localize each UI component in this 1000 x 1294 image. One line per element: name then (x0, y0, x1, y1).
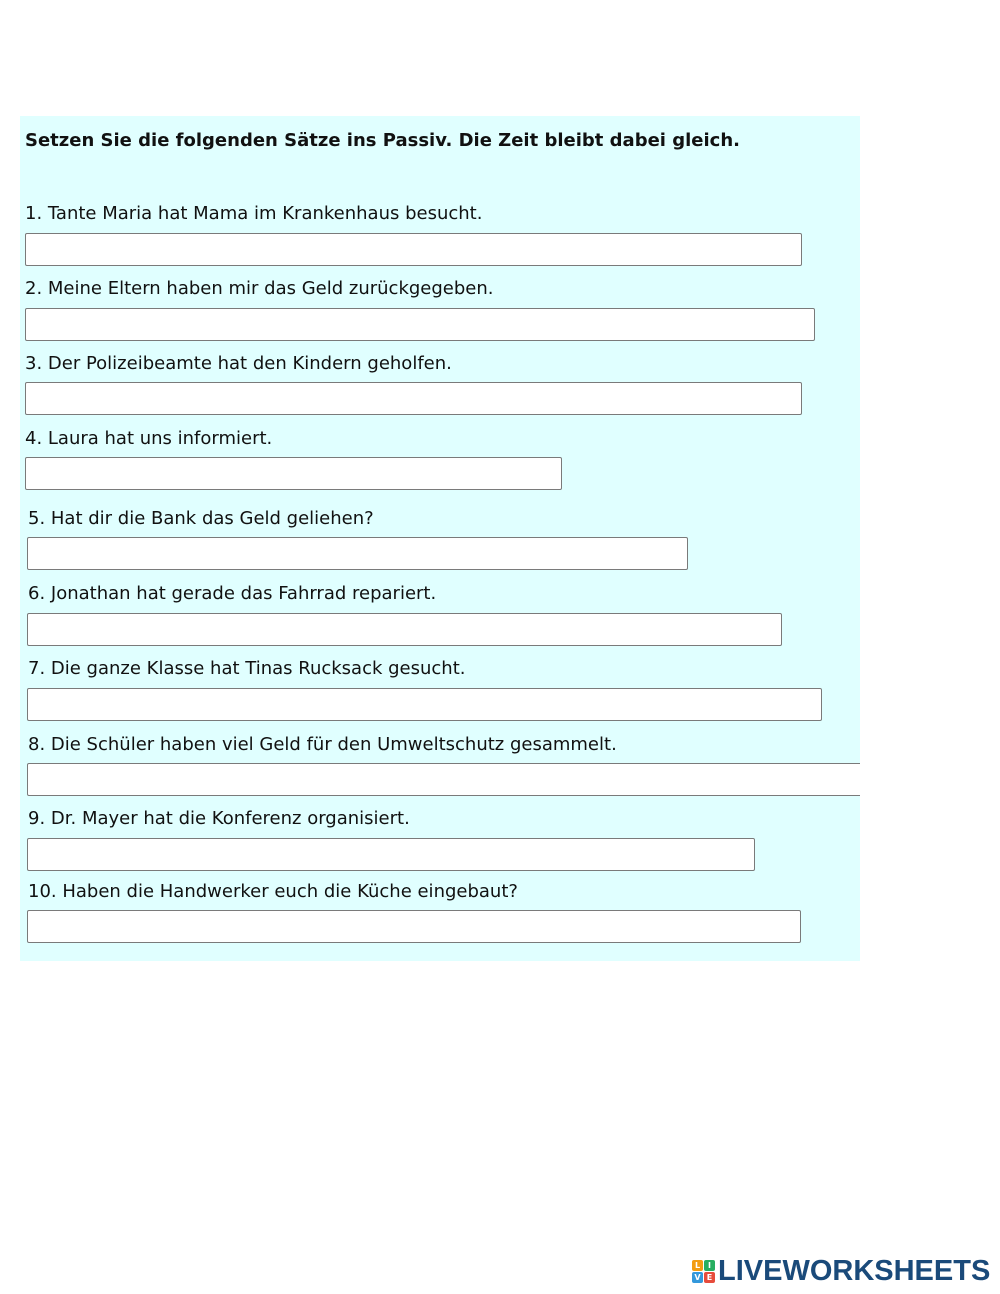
worksheet-panel (20, 116, 860, 961)
answer-input-8[interactable] (27, 763, 860, 796)
question-10: 10. Haben die Handwerker euch die Küche eingebaut? (28, 881, 518, 902)
instruction-text: Setzen Sie die folgenden Sätze ins Passiv. Die Zeit bleibt dabei gleich. (25, 130, 740, 151)
answer-input-1[interactable] (25, 233, 802, 266)
question-3: 3. Der Polizeibeamte hat den Kindern geholfen. (25, 353, 452, 374)
question-4: 4. Laura hat uns informiert. (25, 428, 273, 449)
question-8: 8. Die Schüler haben viel Geld für den Umweltschutz gesammelt. (28, 734, 617, 755)
liveworksheets-logo (692, 1256, 990, 1286)
question-5: 5. Hat dir die Bank das Geld geliehen? (28, 508, 374, 529)
question-7: 7. Die ganze Klasse hat Tinas Rucksack gesucht. (28, 658, 466, 679)
logo-mark-letter: V (692, 1272, 703, 1283)
question-6: 6. Jonathan hat gerade das Fahrrad repariert. (28, 583, 437, 604)
answer-input-9[interactable] (27, 838, 755, 871)
answer-input-3[interactable] (25, 382, 802, 415)
answer-input-2[interactable] (25, 308, 815, 341)
logo-mark-icon (692, 1260, 715, 1283)
answer-input-6[interactable] (27, 613, 782, 646)
logo-mark-letter: E (704, 1272, 715, 1283)
logo-text: LIVEWORKSHEETS (718, 1254, 991, 1287)
answer-input-10[interactable] (27, 910, 801, 943)
question-2: 2. Meine Eltern haben mir das Geld zurückgegeben. (25, 278, 494, 299)
question-1: 1. Tante Maria hat Mama im Krankenhaus besucht. (25, 203, 483, 224)
answer-input-5[interactable] (27, 537, 688, 570)
answer-input-4[interactable] (25, 457, 562, 490)
logo-mark-letter: L (692, 1260, 703, 1271)
answer-input-7[interactable] (27, 688, 822, 721)
logo-mark-letter: I (704, 1260, 715, 1271)
question-9: 9. Dr. Mayer hat die Konferenz organisiert. (28, 808, 410, 829)
